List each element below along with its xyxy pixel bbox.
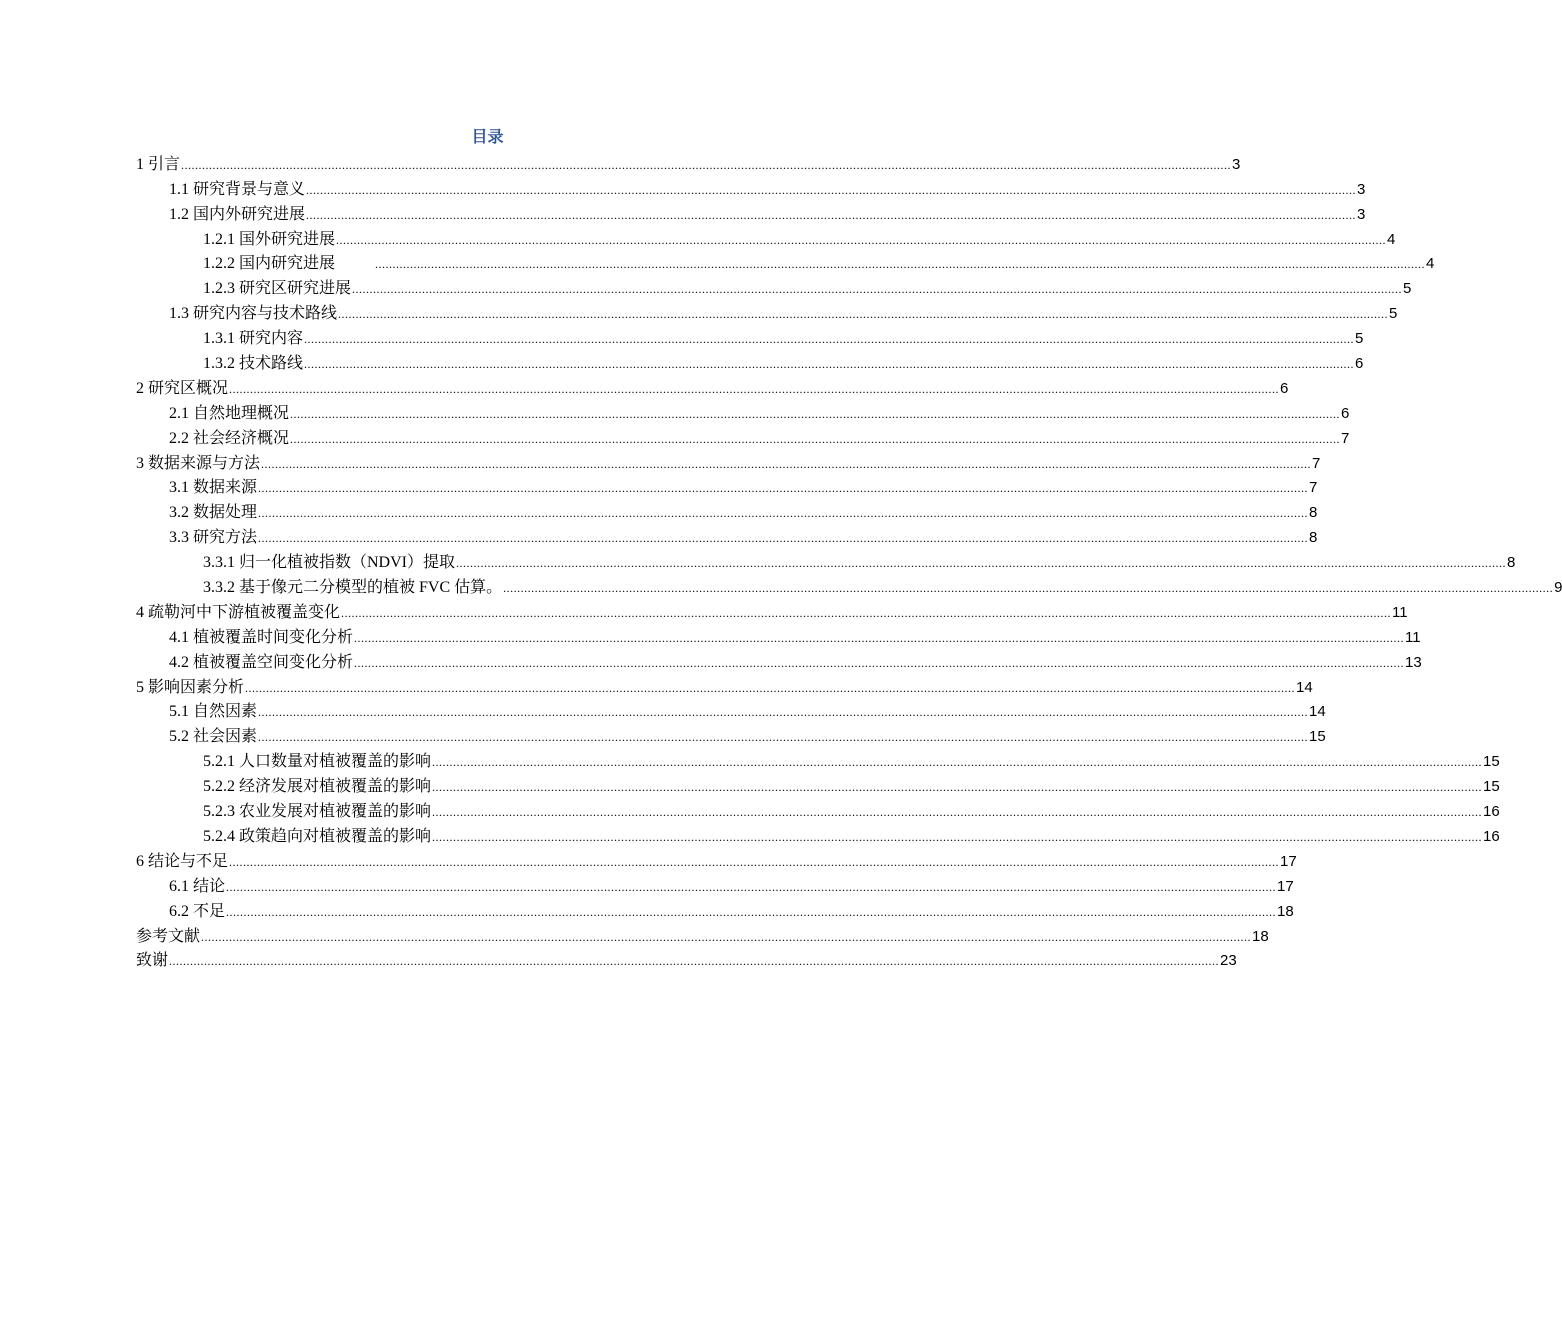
toc-entry-text: 5 影响因素分析 xyxy=(136,678,245,696)
toc-dot-leader: ............................................................................................................................................................................................................................................................................................................ xyxy=(226,904,1277,919)
toc-entry-page: 11 xyxy=(1392,603,1408,621)
toc-entry[interactable] xyxy=(136,449,1321,474)
toc-entry-page: 7 xyxy=(1309,479,1318,497)
toc-entry-text: 3.3.2 基于像元二分模型的植被 FVC 估算。 xyxy=(203,579,503,597)
toc-entry-text: 5.2.3 农业发展对植被覆盖的影响 xyxy=(203,803,432,821)
toc-entry-page: 18 xyxy=(1277,902,1294,920)
toc-dot-leader: ............................................................................................................................................................................................................................................................................................................ xyxy=(181,157,1232,172)
toc-entry-text: 4.1 植被覆盖时间变化分析 xyxy=(169,628,354,646)
toc-entry-text: 1.3.2 技术路线 xyxy=(203,355,304,373)
toc-entry[interactable] xyxy=(136,175,1366,200)
toc-entry-text: 1.3.1 研究内容 xyxy=(203,330,304,348)
toc-dot-leader: ............................................................................................................................................................................................................................................................................................................ xyxy=(336,232,1387,247)
toc-entry-page: 17 xyxy=(1280,852,1297,870)
toc-entry[interactable] xyxy=(136,573,1562,598)
toc-entry[interactable] xyxy=(136,548,1516,573)
toc-dot-leader: ............................................................................................................................................................................................................................................................................................................ xyxy=(304,357,1355,372)
toc-entry[interactable] xyxy=(136,474,1318,499)
toc-entry-text: 3.3.1 归一化植被指数（NDVI）提取 xyxy=(203,554,455,572)
toc-entry-page: 6 xyxy=(1280,379,1289,397)
toc-entry-text: 6 结论与不足 xyxy=(136,852,229,870)
toc-dot-leader: ............................................................................................................................................................................................................................................................................................................ xyxy=(229,854,1280,869)
toc-entry-text: 1.2.1 国外研究进展 xyxy=(203,230,336,248)
toc-entry[interactable] xyxy=(136,947,1237,972)
toc-entry-text: 1.2.3 研究区研究进展 xyxy=(203,280,352,298)
toc-entry[interactable] xyxy=(136,274,1412,299)
toc-entry[interactable] xyxy=(136,200,1366,225)
toc-entry-page: 4 xyxy=(1426,255,1435,273)
toc-entry-page: 3 xyxy=(1357,205,1366,223)
toc-entry[interactable] xyxy=(136,623,1421,648)
toc-entry[interactable] xyxy=(136,498,1318,523)
toc-dot-leader: ............................................................................................................................................................................................................................................................................................................ xyxy=(432,805,1483,820)
toc-dot-leader: ............................................................................................................................................................................................................................................................................................................ xyxy=(375,257,1426,272)
toc-dot-leader: ............................................................................................................................................................................................................................................................................................................ xyxy=(432,755,1483,770)
toc-entry[interactable] xyxy=(136,722,1326,747)
toc-entry-text: 2 研究区概况 xyxy=(136,379,229,397)
toc-dot-leader: ............................................................................................................................................................................................................................................................................................................ xyxy=(290,431,1341,446)
toc-entry-text: 5.2 社会因素 xyxy=(169,728,258,746)
toc-entry-text: 1.2.2 国内研究进展 xyxy=(203,255,336,273)
toc-entry[interactable] xyxy=(136,324,1364,349)
toc-entry-page: 11 xyxy=(1405,628,1421,646)
toc-entry-text: 4.2 植被覆盖空间变化分析 xyxy=(169,653,354,671)
toc-entry-page: 4 xyxy=(1387,230,1396,248)
toc-dot-leader: ............................................................................................................................................................................................................................................................................................................ xyxy=(258,481,1309,496)
toc-dot-leader: ............................................................................................................................................................................................................................................................................................................ xyxy=(304,332,1355,347)
toc-dot-leader: ............................................................................................................................................................................................................................................................................................................ xyxy=(306,207,1357,222)
toc-entry-text: 1 引言 xyxy=(136,155,181,173)
toc-entry[interactable] xyxy=(136,872,1294,897)
toc-entry-page: 13 xyxy=(1405,653,1422,671)
toc-dot-leader: ............................................................................................................................................................................................................................................................................................................ xyxy=(258,705,1309,720)
toc-dot-leader: ............................................................................................................................................................................................................................................................................................................ xyxy=(354,655,1405,670)
toc-entry-page: 7 xyxy=(1312,454,1321,472)
toc-entry-text: 3.2 数据处理 xyxy=(169,504,258,522)
toc-entry[interactable] xyxy=(136,648,1422,673)
toc-entry-page: 14 xyxy=(1309,703,1326,721)
toc-entry[interactable] xyxy=(136,150,1241,175)
toc-entry-page: 8 xyxy=(1309,529,1318,547)
toc-dot-leader: ............................................................................................................................................................................................................................................................................................................ xyxy=(432,780,1483,795)
toc-dot-leader: ............................................................................................................................................................................................................................................................................................................ xyxy=(245,680,1296,695)
toc-dot-leader: ............................................................................................................................................................................................................................................................................................................ xyxy=(169,954,1220,969)
toc-entry-page: 17 xyxy=(1277,877,1294,895)
toc-entry[interactable] xyxy=(136,225,1396,250)
toc-dot-leader: ............................................................................................................................................................................................................................................................................................................ xyxy=(226,879,1277,894)
toc-entry-text: 3.3 研究方法 xyxy=(169,529,258,547)
toc-dot-leader: ............................................................................................................................................................................................................................................................................................................ xyxy=(306,182,1357,197)
toc-entry-text: 致谢 xyxy=(136,952,169,970)
toc-entry[interactable] xyxy=(136,299,1398,324)
toc-entry-page: 9 xyxy=(1554,579,1562,597)
toc-dot-leader: ............................................................................................................................................................................................................................................................................................................ xyxy=(354,630,1405,645)
toc-entry-page: 8 xyxy=(1309,504,1318,522)
toc-entry-text: 5.1 自然因素 xyxy=(169,703,258,721)
toc-entry-text: 5.2.4 政策趋向对植被覆盖的影响 xyxy=(203,827,432,845)
toc-entry[interactable] xyxy=(136,349,1364,374)
toc-dot-leader: ............................................................................................................................................................................................................................................................................................................ xyxy=(290,406,1341,421)
toc-entry-text: 6.1 结论 xyxy=(169,877,226,895)
toc-entry-text: 1.1 研究背景与意义 xyxy=(169,180,306,198)
toc-entry-text: 5.2.1 人口数量对植被覆盖的影响 xyxy=(203,753,432,771)
toc-entry[interactable] xyxy=(136,673,1313,698)
toc-dot-leader: ............................................................................................................................................................................................................................................................................................................ xyxy=(352,282,1403,297)
toc-entry[interactable] xyxy=(136,747,1500,772)
toc-entry[interactable] xyxy=(136,424,1350,449)
toc-entry[interactable] xyxy=(136,822,1500,847)
toc-entry[interactable] xyxy=(136,772,1500,797)
toc-entry[interactable] xyxy=(136,797,1500,822)
toc-entry[interactable] xyxy=(136,847,1297,872)
toc-entry-page: 5 xyxy=(1403,280,1412,298)
toc-entry-page: 5 xyxy=(1389,305,1398,323)
toc-entry-page: 7 xyxy=(1341,429,1350,447)
toc-entry-page: 6 xyxy=(1355,355,1364,373)
toc-entry-text: 1.3 研究内容与技术路线 xyxy=(169,305,338,323)
toc-entry-page: 6 xyxy=(1341,404,1350,422)
toc-dot-leader: ............................................................................................................................................................................................................................................................................................................ xyxy=(456,556,1506,571)
toc-entry[interactable] xyxy=(136,399,1350,424)
toc-entry-page: 15 xyxy=(1483,753,1500,771)
toc-entry-text: 6.2 不足 xyxy=(169,902,226,920)
toc-list xyxy=(136,150,1562,971)
toc-entry[interactable] xyxy=(136,598,1408,623)
toc-dot-leader: ............................................................................................................................................................................................................................................................................................................ xyxy=(503,581,1554,596)
toc-dot-leader: ............................................................................................................................................................................................................................................................................................................ xyxy=(341,605,1392,620)
toc-dot-leader: ............................................................................................................................................................................................................................................................................................................ xyxy=(258,730,1309,745)
toc-entry-page: 8 xyxy=(1507,554,1516,572)
toc-entry-page: 16 xyxy=(1483,827,1500,845)
toc-dot-leader: ............................................................................................................................................................................................................................................................................................................ xyxy=(229,381,1280,396)
toc-dot-leader: ............................................................................................................................................................................................................................................................................................................ xyxy=(258,531,1309,546)
toc-dot-leader: ............................................................................................................................................................................................................................................................................................................ xyxy=(201,929,1252,944)
toc-entry-text: 2.1 自然地理概况 xyxy=(169,404,290,422)
toc-entry[interactable] xyxy=(136,250,1435,275)
toc-entry-page: 15 xyxy=(1483,778,1500,796)
toc-dot-leader: ............................................................................................................................................................................................................................................................................................................ xyxy=(338,307,1389,322)
toc-entry-text: 2.2 社会经济概况 xyxy=(169,429,290,447)
toc-dot-leader: ............................................................................................................................................................................................................................................................................................................ xyxy=(432,829,1483,844)
toc-dot-leader: ............................................................................................................................................................................................................................................................................................................ xyxy=(258,506,1309,521)
toc-entry-page: 14 xyxy=(1296,678,1313,696)
toc-entry-text: 1.2 国内外研究进展 xyxy=(169,205,306,223)
toc-entry-page: 23 xyxy=(1220,952,1237,970)
toc-entry-page: 3 xyxy=(1357,180,1366,198)
toc-entry-text: 5.2.2 经济发展对植被覆盖的影响 xyxy=(203,778,432,796)
toc-entry[interactable] xyxy=(136,698,1326,723)
toc-entry-page: 18 xyxy=(1252,927,1269,945)
toc-entry-page: 3 xyxy=(1232,155,1241,173)
toc-title: 目录 xyxy=(471,127,504,146)
toc-entry-page: 15 xyxy=(1309,728,1326,746)
toc-entry[interactable] xyxy=(136,374,1289,399)
toc-entry-text: 参考文献 xyxy=(136,927,201,945)
toc-entry[interactable] xyxy=(136,922,1269,947)
toc-entry-text: 4 疏勒河中下游植被覆盖变化 xyxy=(136,603,341,621)
toc-dot-leader: ............................................................................................................................................................................................................................................................................................................ xyxy=(261,456,1312,471)
toc-entry[interactable] xyxy=(136,897,1294,922)
toc-entry-text: 3.1 数据来源 xyxy=(169,479,258,497)
toc-entry-text: 3 数据来源与方法 xyxy=(136,454,261,472)
toc-entry-page: 5 xyxy=(1355,330,1364,348)
toc-entry[interactable] xyxy=(136,523,1318,548)
toc-entry-page: 16 xyxy=(1483,803,1500,821)
